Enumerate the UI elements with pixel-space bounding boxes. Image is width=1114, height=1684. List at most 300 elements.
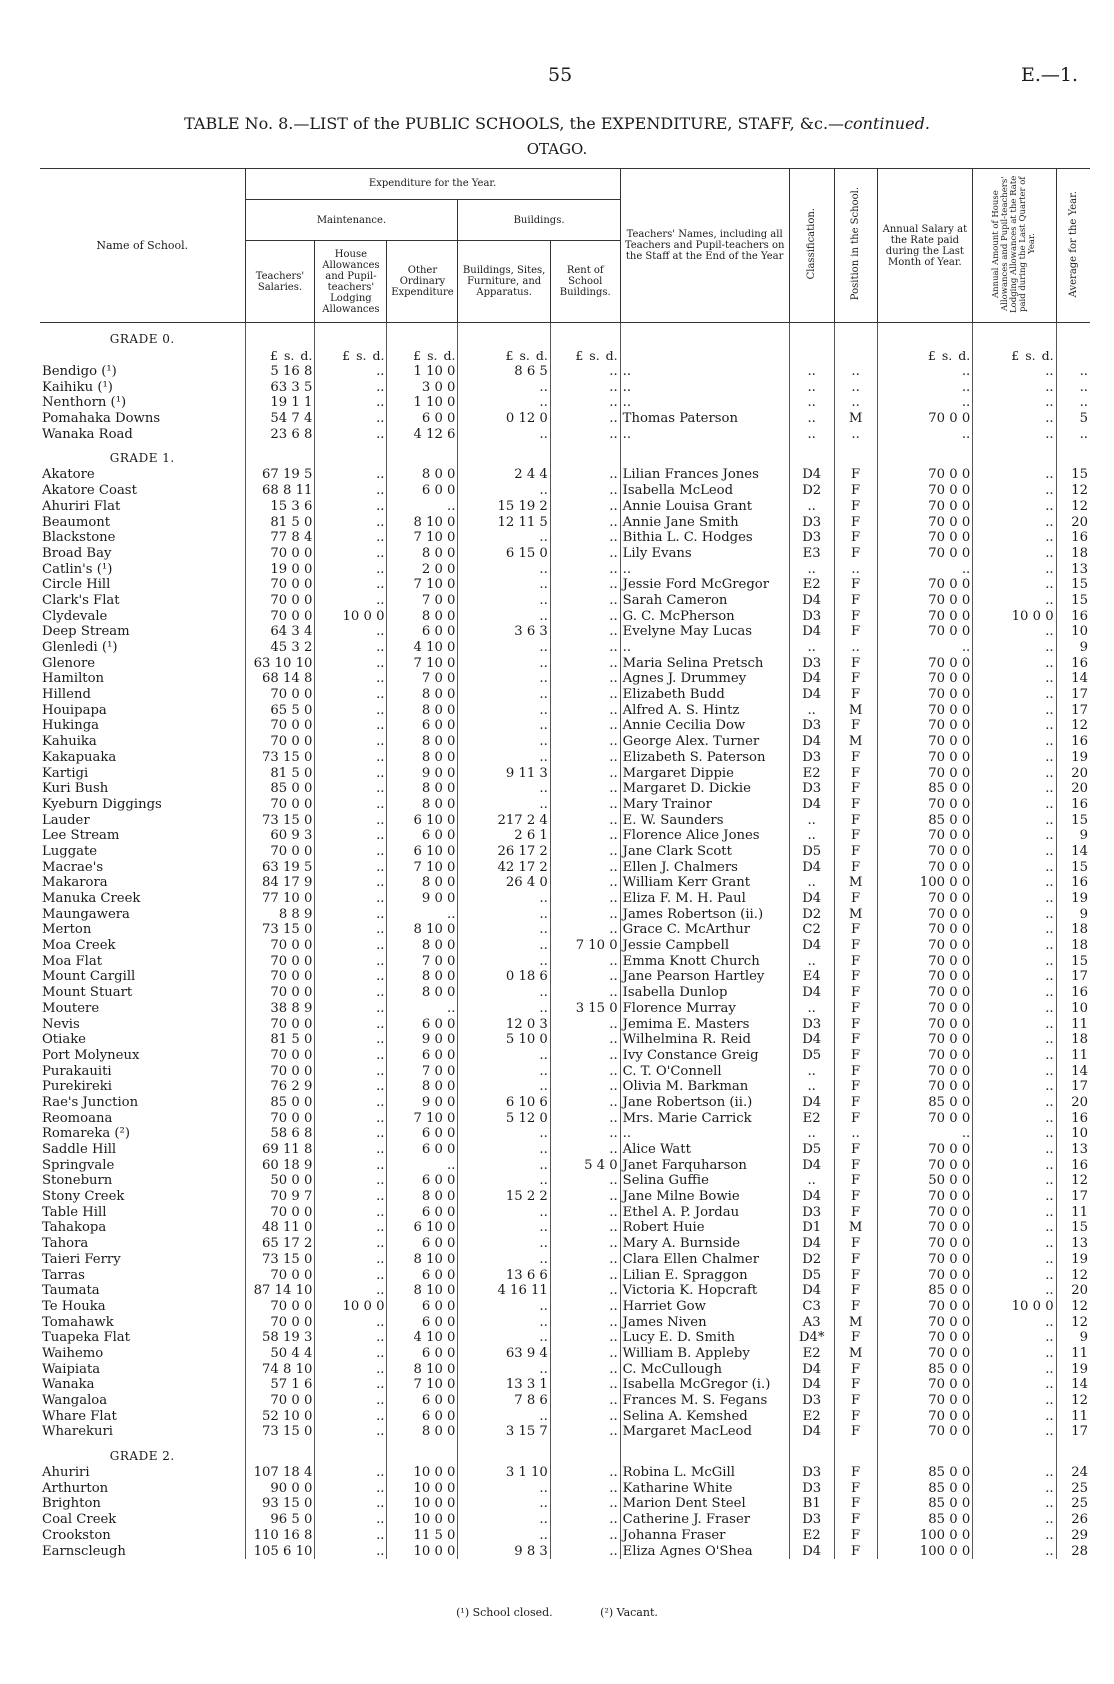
units-cell: [458, 348, 550, 364]
amount-cell: ..: [550, 1016, 620, 1032]
classification-cell: ..: [789, 1126, 834, 1142]
classification-cell: D4: [789, 1157, 834, 1173]
amount-cell: ..: [550, 1330, 620, 1346]
school-name: Wharekuri: [42, 1424, 114, 1440]
amount-cell: ..: [550, 577, 620, 593]
table-row: [40, 1424, 1090, 1440]
amount-cell: ..: [973, 1480, 1056, 1496]
table-row: [40, 718, 1090, 734]
amount-cell: 81 5 0: [245, 514, 315, 530]
amount-cell: ..: [315, 1252, 387, 1268]
amount-cell: 70 0 0: [245, 1048, 315, 1064]
amount-cell: 73 15 0: [245, 922, 315, 938]
grade-heading: GRADE 2.: [109, 1448, 175, 1463]
average-cell: 19: [1056, 1361, 1090, 1377]
amount-cell: ..: [315, 671, 387, 687]
header-classification: Classification.: [789, 169, 834, 323]
amount-cell: ..: [550, 828, 620, 844]
amount-cell: 52 10 0: [245, 1408, 315, 1424]
teacher-name: Mary Trainor: [620, 797, 789, 813]
classification-cell: D4: [789, 624, 834, 640]
amount-cell: 9 11 3: [458, 765, 550, 781]
classification-cell: D5: [789, 1048, 834, 1064]
amount-cell: ..: [550, 1393, 620, 1409]
position-cell: M: [834, 1314, 877, 1330]
teacher-name: ..: [620, 379, 789, 395]
classification-cell: D2: [789, 906, 834, 922]
teacher-name: G. C. McPherson: [620, 608, 789, 624]
table-row: [40, 875, 1090, 891]
amount-cell: ..: [458, 1063, 550, 1079]
grade-heading-cell: [1056, 323, 1090, 349]
school-name: Kaihiku (¹): [42, 379, 113, 395]
amount-cell: ..: [315, 985, 387, 1001]
position-cell: ..: [834, 640, 877, 656]
table-row: [40, 1465, 1090, 1481]
amount-cell: ..: [315, 1236, 387, 1252]
amount-cell: 8 10 0: [387, 922, 458, 938]
amount-cell: ..: [458, 577, 550, 593]
position-cell: F: [834, 969, 877, 985]
amount-cell: ..: [550, 1314, 620, 1330]
amount-cell: 4 16 11: [458, 1283, 550, 1299]
classification-cell: D3: [789, 750, 834, 766]
classification-cell: D4: [789, 1283, 834, 1299]
amount-cell: ..: [458, 483, 550, 499]
amount-cell: ..: [550, 969, 620, 985]
table-row: [40, 1095, 1090, 1111]
amount-cell: 6 0 0: [387, 624, 458, 640]
amount-cell: 6 10 0: [387, 1220, 458, 1236]
units-cell: [387, 348, 458, 364]
unit-label: £: [927, 348, 936, 364]
amount-cell: 6 0 0: [387, 411, 458, 427]
classification-cell: D4: [789, 1543, 834, 1559]
amount-cell: 57 1 6: [245, 1377, 315, 1393]
amount-cell: ..: [315, 1267, 387, 1283]
amount-cell: ..: [550, 411, 620, 427]
average-cell: 10: [1056, 1001, 1090, 1017]
table-row: [40, 593, 1090, 609]
amount-cell: ..: [315, 859, 387, 875]
average-cell: 29: [1056, 1528, 1090, 1544]
amount-cell: 70 0 0: [245, 1110, 315, 1126]
teacher-name: ..: [620, 640, 789, 656]
average-cell: 12: [1056, 1299, 1090, 1315]
teacher-name: Florence Alice Jones: [620, 828, 789, 844]
amount-cell: 70 0 0: [245, 577, 315, 593]
position-cell: F: [834, 844, 877, 860]
school-name: Kuri Bush: [42, 781, 109, 797]
position-cell: ..: [834, 426, 877, 442]
school-name: Tahora: [42, 1236, 89, 1252]
teacher-name: George Alex. Turner: [620, 734, 789, 750]
school-name: Nenthorn (¹): [42, 395, 127, 411]
school-name: Otiake: [42, 1032, 86, 1048]
amount-cell: 58 19 3: [245, 1330, 315, 1346]
amount-cell: ..: [315, 812, 387, 828]
classification-cell: D4: [789, 1032, 834, 1048]
classification-cell: ..: [789, 1173, 834, 1189]
amount-cell: 70 0 0: [877, 1236, 973, 1252]
amount-cell: 6 0 0: [387, 1142, 458, 1158]
amount-cell: 70 0 0: [877, 765, 973, 781]
amount-cell: 1 10 0: [387, 395, 458, 411]
amount-cell: ..: [458, 530, 550, 546]
amount-cell: 100 0 0: [877, 875, 973, 891]
amount-cell: 85 0 0: [877, 1283, 973, 1299]
amount-cell: 9 0 0: [387, 1095, 458, 1111]
amount-cell: 4 12 6: [387, 426, 458, 442]
amount-cell: 85 0 0: [877, 1361, 973, 1377]
amount-cell: 70 0 0: [877, 411, 973, 427]
region-heading: OTAGO.: [526, 140, 588, 158]
teacher-name: Robina L. McGill: [620, 1465, 789, 1481]
teacher-name: Jessie Ford McGregor: [620, 577, 789, 593]
amount-cell: 8 0 0: [387, 938, 458, 954]
position-cell: F: [834, 1283, 877, 1299]
amount-cell: ..: [550, 953, 620, 969]
amount-cell: ..: [550, 1142, 620, 1158]
classification-cell: ..: [789, 812, 834, 828]
amount-cell: 70 0 0: [877, 1189, 973, 1205]
amount-cell: 6 0 0: [387, 1048, 458, 1064]
amount-cell: ..: [550, 687, 620, 703]
school-name: Tahakopa: [42, 1220, 107, 1236]
classification-cell: ..: [789, 426, 834, 442]
position-cell: F: [834, 1496, 877, 1512]
amount-cell: 73 15 0: [245, 1252, 315, 1268]
amount-cell: 70 0 0: [877, 687, 973, 703]
grade-heading-row: [40, 1440, 1090, 1465]
amount-cell: ..: [458, 426, 550, 442]
classification-cell: D4: [789, 1095, 834, 1111]
amount-cell: 70 0 0: [877, 1267, 973, 1283]
amount-cell: ..: [315, 718, 387, 734]
header-expenditure: Expenditure for the Year.: [245, 169, 620, 200]
teacher-name: Catherine J. Fraser: [620, 1512, 789, 1528]
average-cell: 17: [1056, 1189, 1090, 1205]
amount-cell: ..: [315, 875, 387, 891]
amount-cell: ..: [550, 812, 620, 828]
amount-cell: ..: [458, 1001, 550, 1017]
unit-label: d.: [372, 348, 385, 364]
amount-cell: 70 0 0: [245, 1204, 315, 1220]
amount-cell: 6 0 0: [387, 1408, 458, 1424]
table-row: [40, 1032, 1090, 1048]
amount-cell: 8 0 0: [387, 687, 458, 703]
table-row: [40, 1204, 1090, 1220]
amount-cell: 48 11 0: [245, 1220, 315, 1236]
average-cell: 16: [1056, 1110, 1090, 1126]
amount-cell: ..: [458, 1157, 550, 1173]
school-name: Hamilton: [42, 671, 105, 687]
position-cell: M: [834, 411, 877, 427]
average-cell: 13: [1056, 561, 1090, 577]
average-cell: 17: [1056, 1079, 1090, 1095]
teacher-name: James Niven: [620, 1314, 789, 1330]
amount-cell: 73 15 0: [245, 750, 315, 766]
amount-cell: ..: [550, 1110, 620, 1126]
table-row: [40, 1393, 1090, 1409]
amount-cell: 3 15 0: [550, 1001, 620, 1017]
amount-cell: ..: [315, 1126, 387, 1142]
units-cell: [315, 348, 387, 364]
classification-cell: D3: [789, 781, 834, 797]
amount-cell: ..: [550, 1236, 620, 1252]
amount-cell: 3 15 7: [458, 1424, 550, 1440]
grade-heading-cell: [387, 1440, 458, 1465]
units-empty-cell: [834, 348, 877, 364]
amount-cell: ..: [458, 561, 550, 577]
amount-cell: ..: [550, 1496, 620, 1512]
school-name: Clydevale: [42, 608, 108, 624]
amount-cell: ..: [973, 530, 1056, 546]
school-name: Table Hill: [42, 1204, 107, 1220]
amount-cell: ..: [315, 546, 387, 562]
teacher-name: Katharine White: [620, 1480, 789, 1496]
amount-cell: 70 0 0: [877, 702, 973, 718]
amount-cell: 8 0 0: [387, 608, 458, 624]
amount-cell: ..: [973, 1110, 1056, 1126]
average-cell: 15: [1056, 1220, 1090, 1236]
school-name: Arthurton: [42, 1480, 109, 1496]
amount-cell: ..: [550, 593, 620, 609]
average-cell: 11: [1056, 1048, 1090, 1064]
teacher-name: ..: [620, 426, 789, 442]
amount-cell: ..: [315, 1204, 387, 1220]
amount-cell: 70 0 0: [245, 1299, 315, 1315]
teacher-name: Clara Ellen Chalmer: [620, 1252, 789, 1268]
classification-cell: D4: [789, 1377, 834, 1393]
amount-cell: ..: [973, 828, 1056, 844]
header-maintenance: Maintenance.: [245, 199, 458, 240]
amount-cell: ..: [315, 1157, 387, 1173]
amount-cell: 70 0 0: [877, 844, 973, 860]
amount-cell: 15 3 6: [245, 499, 315, 515]
classification-cell: D4: [789, 985, 834, 1001]
amount-cell: 6 10 6: [458, 1095, 550, 1111]
classification-cell: C3: [789, 1299, 834, 1315]
school-name: Houipapa: [42, 702, 107, 718]
amount-cell: 70 0 0: [877, 1079, 973, 1095]
amount-cell: ..: [973, 411, 1056, 427]
amount-cell: 10 0 0: [973, 1299, 1056, 1315]
table-row: [40, 1001, 1090, 1017]
amount-cell: 70 0 0: [245, 1063, 315, 1079]
amount-cell: ..: [458, 1142, 550, 1158]
position-cell: ..: [834, 364, 877, 380]
teacher-name: Elizabeth S. Paterson: [620, 750, 789, 766]
classification-cell: E2: [789, 577, 834, 593]
table-row: [40, 577, 1090, 593]
units-empty-cell: [620, 348, 789, 364]
amount-cell: ..: [973, 969, 1056, 985]
amount-cell: 70 0 0: [877, 546, 973, 562]
amount-cell: ..: [387, 1001, 458, 1017]
table-row: [40, 844, 1090, 860]
classification-cell: D4: [789, 593, 834, 609]
position-cell: F: [834, 483, 877, 499]
amount-cell: 8 0 0: [387, 702, 458, 718]
amount-cell: ..: [550, 781, 620, 797]
amount-cell: 8 0 0: [387, 797, 458, 813]
title-text: TABLE No. 8.—LIST of the PUBLIC SCHOOLS, the EXPENDITURE, STAFF, &c.—: [184, 114, 845, 133]
amount-cell: ..: [973, 1204, 1056, 1220]
average-cell: 16: [1056, 608, 1090, 624]
amount-cell: ..: [315, 765, 387, 781]
school-name: Taieri Ferry: [42, 1251, 121, 1267]
table-row: [40, 1126, 1090, 1142]
amount-cell: 70 0 0: [877, 1032, 973, 1048]
footnote-closed: (¹) School closed.: [456, 1606, 553, 1619]
amount-cell: 70 0 0: [877, 1016, 973, 1032]
classification-cell: D3: [789, 1016, 834, 1032]
table-row: [40, 1063, 1090, 1079]
grade-heading-cell: [620, 323, 789, 349]
amount-cell: 7 10 0: [387, 1110, 458, 1126]
position-cell: F: [834, 1204, 877, 1220]
school-name: Mount Stuart: [42, 985, 133, 1001]
amount-cell: 85 0 0: [245, 1095, 315, 1111]
position-cell: M: [834, 734, 877, 750]
amount-cell: ..: [550, 1424, 620, 1440]
amount-cell: ..: [973, 426, 1056, 442]
table-row: [40, 687, 1090, 703]
amount-cell: ..: [550, 906, 620, 922]
table-row: [40, 640, 1090, 656]
amount-cell: 85 0 0: [877, 1512, 973, 1528]
amount-cell: ..: [550, 859, 620, 875]
teacher-name: Wilhelmina R. Reid: [620, 1032, 789, 1048]
amount-cell: 6 0 0: [387, 1346, 458, 1362]
position-cell: F: [834, 671, 877, 687]
amount-cell: ..: [550, 1220, 620, 1236]
school-name: Saddle Hill: [42, 1142, 117, 1158]
table-row: [40, 608, 1090, 624]
amount-cell: ..: [550, 395, 620, 411]
amount-cell: 85 0 0: [245, 781, 315, 797]
units-cell: [877, 348, 973, 364]
amount-cell: 6 10 0: [387, 844, 458, 860]
amount-cell: 70 0 0: [245, 938, 315, 954]
amount-cell: 81 5 0: [245, 1032, 315, 1048]
amount-cell: ..: [550, 379, 620, 395]
table-row: [40, 1377, 1090, 1393]
amount-cell: 8 10 0: [387, 1361, 458, 1377]
average-cell: 9: [1056, 828, 1090, 844]
average-cell: 12: [1056, 1393, 1090, 1409]
position-cell: M: [834, 875, 877, 891]
amount-cell: 68 8 11: [245, 483, 315, 499]
amount-cell: ..: [550, 546, 620, 562]
amount-cell: ..: [315, 561, 387, 577]
amount-cell: 7 10 0: [550, 938, 620, 954]
average-cell: 26: [1056, 1512, 1090, 1528]
amount-cell: ..: [315, 1189, 387, 1205]
amount-cell: ..: [973, 1361, 1056, 1377]
amount-cell: 70 0 0: [245, 844, 315, 860]
amount-cell: ..: [973, 922, 1056, 938]
teacher-name: Elizabeth Budd: [620, 687, 789, 703]
amount-cell: ..: [458, 985, 550, 1001]
amount-cell: 2 4 4: [458, 467, 550, 483]
classification-cell: D3: [789, 530, 834, 546]
amount-cell: 6 0 0: [387, 1314, 458, 1330]
amount-cell: ..: [315, 1330, 387, 1346]
position-cell: F: [834, 1001, 877, 1017]
amount-cell: 9 0 0: [387, 765, 458, 781]
amount-cell: ..: [550, 797, 620, 813]
amount-cell: 69 11 8: [245, 1142, 315, 1158]
position-cell: F: [834, 891, 877, 907]
amount-cell: 85 0 0: [877, 1095, 973, 1111]
amount-cell: ..: [387, 499, 458, 515]
teacher-name: Bithia L. C. Hodges: [620, 530, 789, 546]
units-cell: [550, 348, 620, 364]
amount-cell: ..: [877, 1126, 973, 1142]
classification-cell: ..: [789, 499, 834, 515]
school-name: Lauder: [42, 812, 90, 828]
amount-cell: ..: [315, 426, 387, 442]
amount-cell: 15 19 2: [458, 499, 550, 515]
amount-cell: ..: [973, 938, 1056, 954]
grade-heading-cell: [973, 323, 1056, 349]
amount-cell: 67 19 5: [245, 467, 315, 483]
amount-cell: ..: [315, 1001, 387, 1017]
average-cell: 12: [1056, 718, 1090, 734]
amount-cell: 70 0 0: [877, 859, 973, 875]
average-cell: 19: [1056, 750, 1090, 766]
amount-cell: 70 0 0: [877, 1157, 973, 1173]
table-row: [40, 734, 1090, 750]
amount-cell: ..: [973, 561, 1056, 577]
amount-cell: 38 8 9: [245, 1001, 315, 1017]
table-row: [40, 1480, 1090, 1496]
amount-cell: 70 0 0: [245, 1267, 315, 1283]
amount-cell: 70 0 0: [877, 530, 973, 546]
average-cell: 14: [1056, 1377, 1090, 1393]
header-buildings-sites: Buildings, Sites, Furniture, and Apparatus.: [458, 241, 550, 323]
amount-cell: ..: [315, 1480, 387, 1496]
school-name: Broad Bay: [42, 545, 112, 561]
amount-cell: ..: [458, 1048, 550, 1064]
position-cell: F: [834, 1142, 877, 1158]
average-cell: 13: [1056, 1236, 1090, 1252]
amount-cell: ..: [550, 1377, 620, 1393]
classification-cell: D4*: [789, 1330, 834, 1346]
school-name: Luggate: [42, 843, 98, 859]
amount-cell: 70 0 0: [877, 718, 973, 734]
amount-cell: 70 0 0: [877, 969, 973, 985]
amount-cell: ..: [973, 1189, 1056, 1205]
amount-cell: 13 3 1: [458, 1377, 550, 1393]
average-cell: 10: [1056, 624, 1090, 640]
teacher-name: Mrs. Marie Carrick: [620, 1110, 789, 1126]
amount-cell: ..: [550, 875, 620, 891]
amount-cell: 8 0 0: [387, 1079, 458, 1095]
header-average: Average for the Year.: [1056, 169, 1090, 323]
teacher-name: Florence Murray: [620, 1001, 789, 1017]
position-cell: F: [834, 1512, 877, 1528]
amount-cell: 13 6 6: [458, 1267, 550, 1283]
amount-cell: ..: [315, 906, 387, 922]
amount-cell: ..: [973, 750, 1056, 766]
classification-cell: D1: [789, 1220, 834, 1236]
school-name: Purakauiti: [42, 1063, 112, 1079]
table-row: [40, 1299, 1090, 1315]
teacher-name: Annie Louisa Grant: [620, 499, 789, 515]
